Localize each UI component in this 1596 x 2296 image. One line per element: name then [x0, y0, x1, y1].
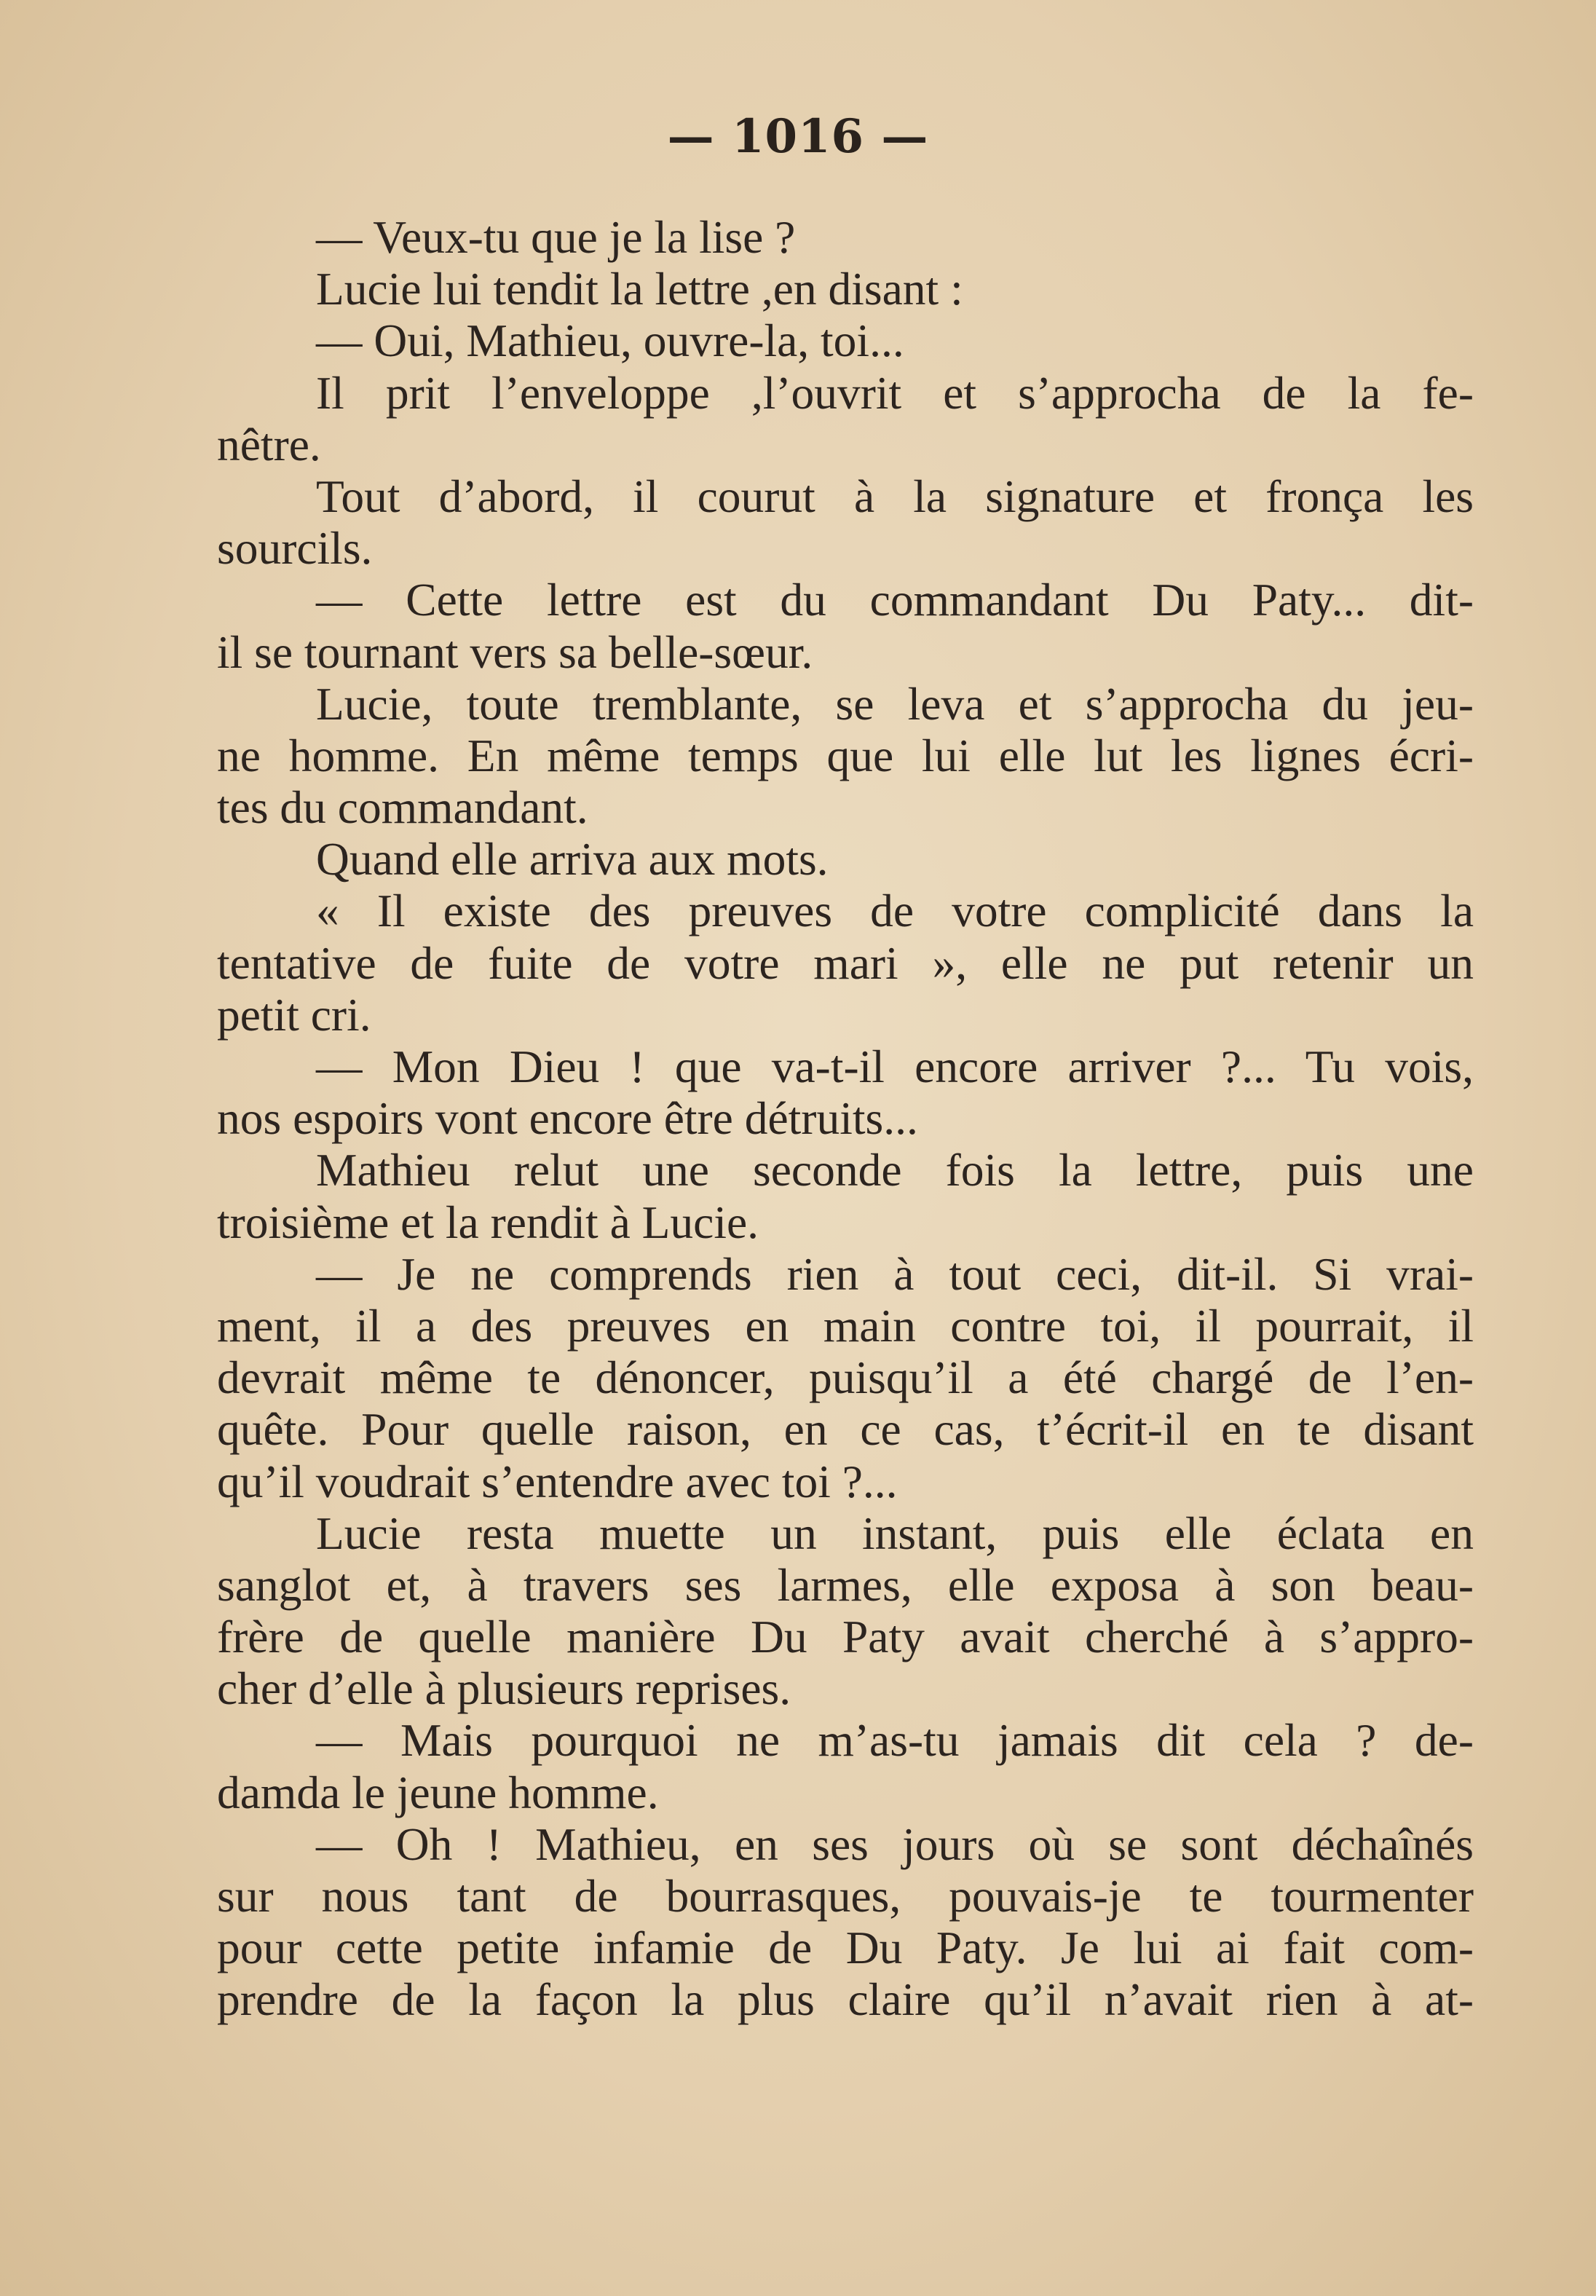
text-line: pour cette petite infamie de Du Paty. Je lui ai fait com- — [217, 1922, 1474, 1974]
page-number: — 1016 — — [667, 109, 929, 164]
body-text — [217, 211, 1474, 2026]
text-line: sourcils. — [217, 522, 373, 575]
text-line: « Il existe des preuves de votre complicité dans la — [316, 885, 1474, 937]
text-line: ment, il a des preuves en main contre toi, il pourrait, il — [217, 1299, 1474, 1352]
text-line: qu’il voudrait s’entendre avec toi ?... — [217, 1455, 898, 1507]
text-line: — Je ne comprends rien à tout ceci, dit-il. Si vrai- — [316, 1247, 1474, 1300]
text-line: — Oui, Mathieu, ouvre-la, toi... — [316, 315, 904, 367]
text-line: Lucie resta muette un instant, puis elle éclata en — [316, 1507, 1474, 1559]
text-line: troisième et la rendit à Lucie. — [217, 1196, 759, 1248]
text-line: — Veux-tu que je la lise ? — [316, 211, 796, 263]
text-line: sur nous tant de bourrasques, pouvais-je te tourmenter — [217, 1870, 1474, 1922]
text-line: sanglot et, à travers ses larmes, elle exposa à son beau- — [217, 1558, 1474, 1611]
text-line: Mathieu relut une seconde fois la lettre, puis une — [316, 1144, 1474, 1196]
text-line: tes du commandant. — [217, 781, 588, 834]
text-line: frère de quelle manière Du Paty avait cherché à s’appro- — [217, 1611, 1474, 1663]
text-line: il se tournant vers sa belle-sœur. — [217, 626, 813, 678]
text-line: Lucie, toute tremblante, se leva et s’approcha du jeu- — [316, 677, 1474, 730]
text-line: petit cri. — [217, 988, 371, 1041]
text-line: quête. Pour quelle raison, en ce cas, t’écrit-il en te disant — [217, 1403, 1474, 1456]
text-line: Tout d’abord, il courut à la signature et fronça les — [316, 470, 1474, 522]
text-line: devrait même te dénoncer, puisqu’il a été chargé de l’en- — [217, 1352, 1474, 1404]
text-line: cher d’elle à plusieurs reprises. — [217, 1662, 791, 1715]
text-line: nêtre. — [217, 418, 321, 470]
text-line: tentative de fuite de votre mari », elle ne put retenir un — [217, 936, 1474, 989]
text-line: — Cette lettre est du commandant Du Paty... dit- — [316, 574, 1474, 626]
text-line: — Mon Dieu ! que va-t-il encore arriver ?... Tu vois, — [316, 1041, 1474, 1092]
text-line: — Oh ! Mathieu, en ses jours où se sont déchaînés — [316, 1818, 1474, 1870]
text-line: damda le jeune homme. — [217, 1766, 659, 1818]
text-line: prendre de la façon la plus claire qu’il n’avait rien à at- — [217, 1973, 1474, 2026]
text-line: ne homme. En même temps que lui elle lut les lignes écri- — [217, 729, 1474, 781]
text-line: Quand elle arriva aux mots. — [316, 833, 829, 885]
text-line: Il prit l’enveloppe ,l’ouvrit et s’approcha de la fe- — [316, 366, 1474, 419]
text-line: — Mais pourquoi ne m’as-tu jamais dit cela ? de- — [316, 1714, 1474, 1767]
text-line: Lucie lui tendit la lettre ,en disant : — [316, 263, 963, 315]
text-line: nos espoirs vont encore être détruits... — [217, 1092, 918, 1145]
